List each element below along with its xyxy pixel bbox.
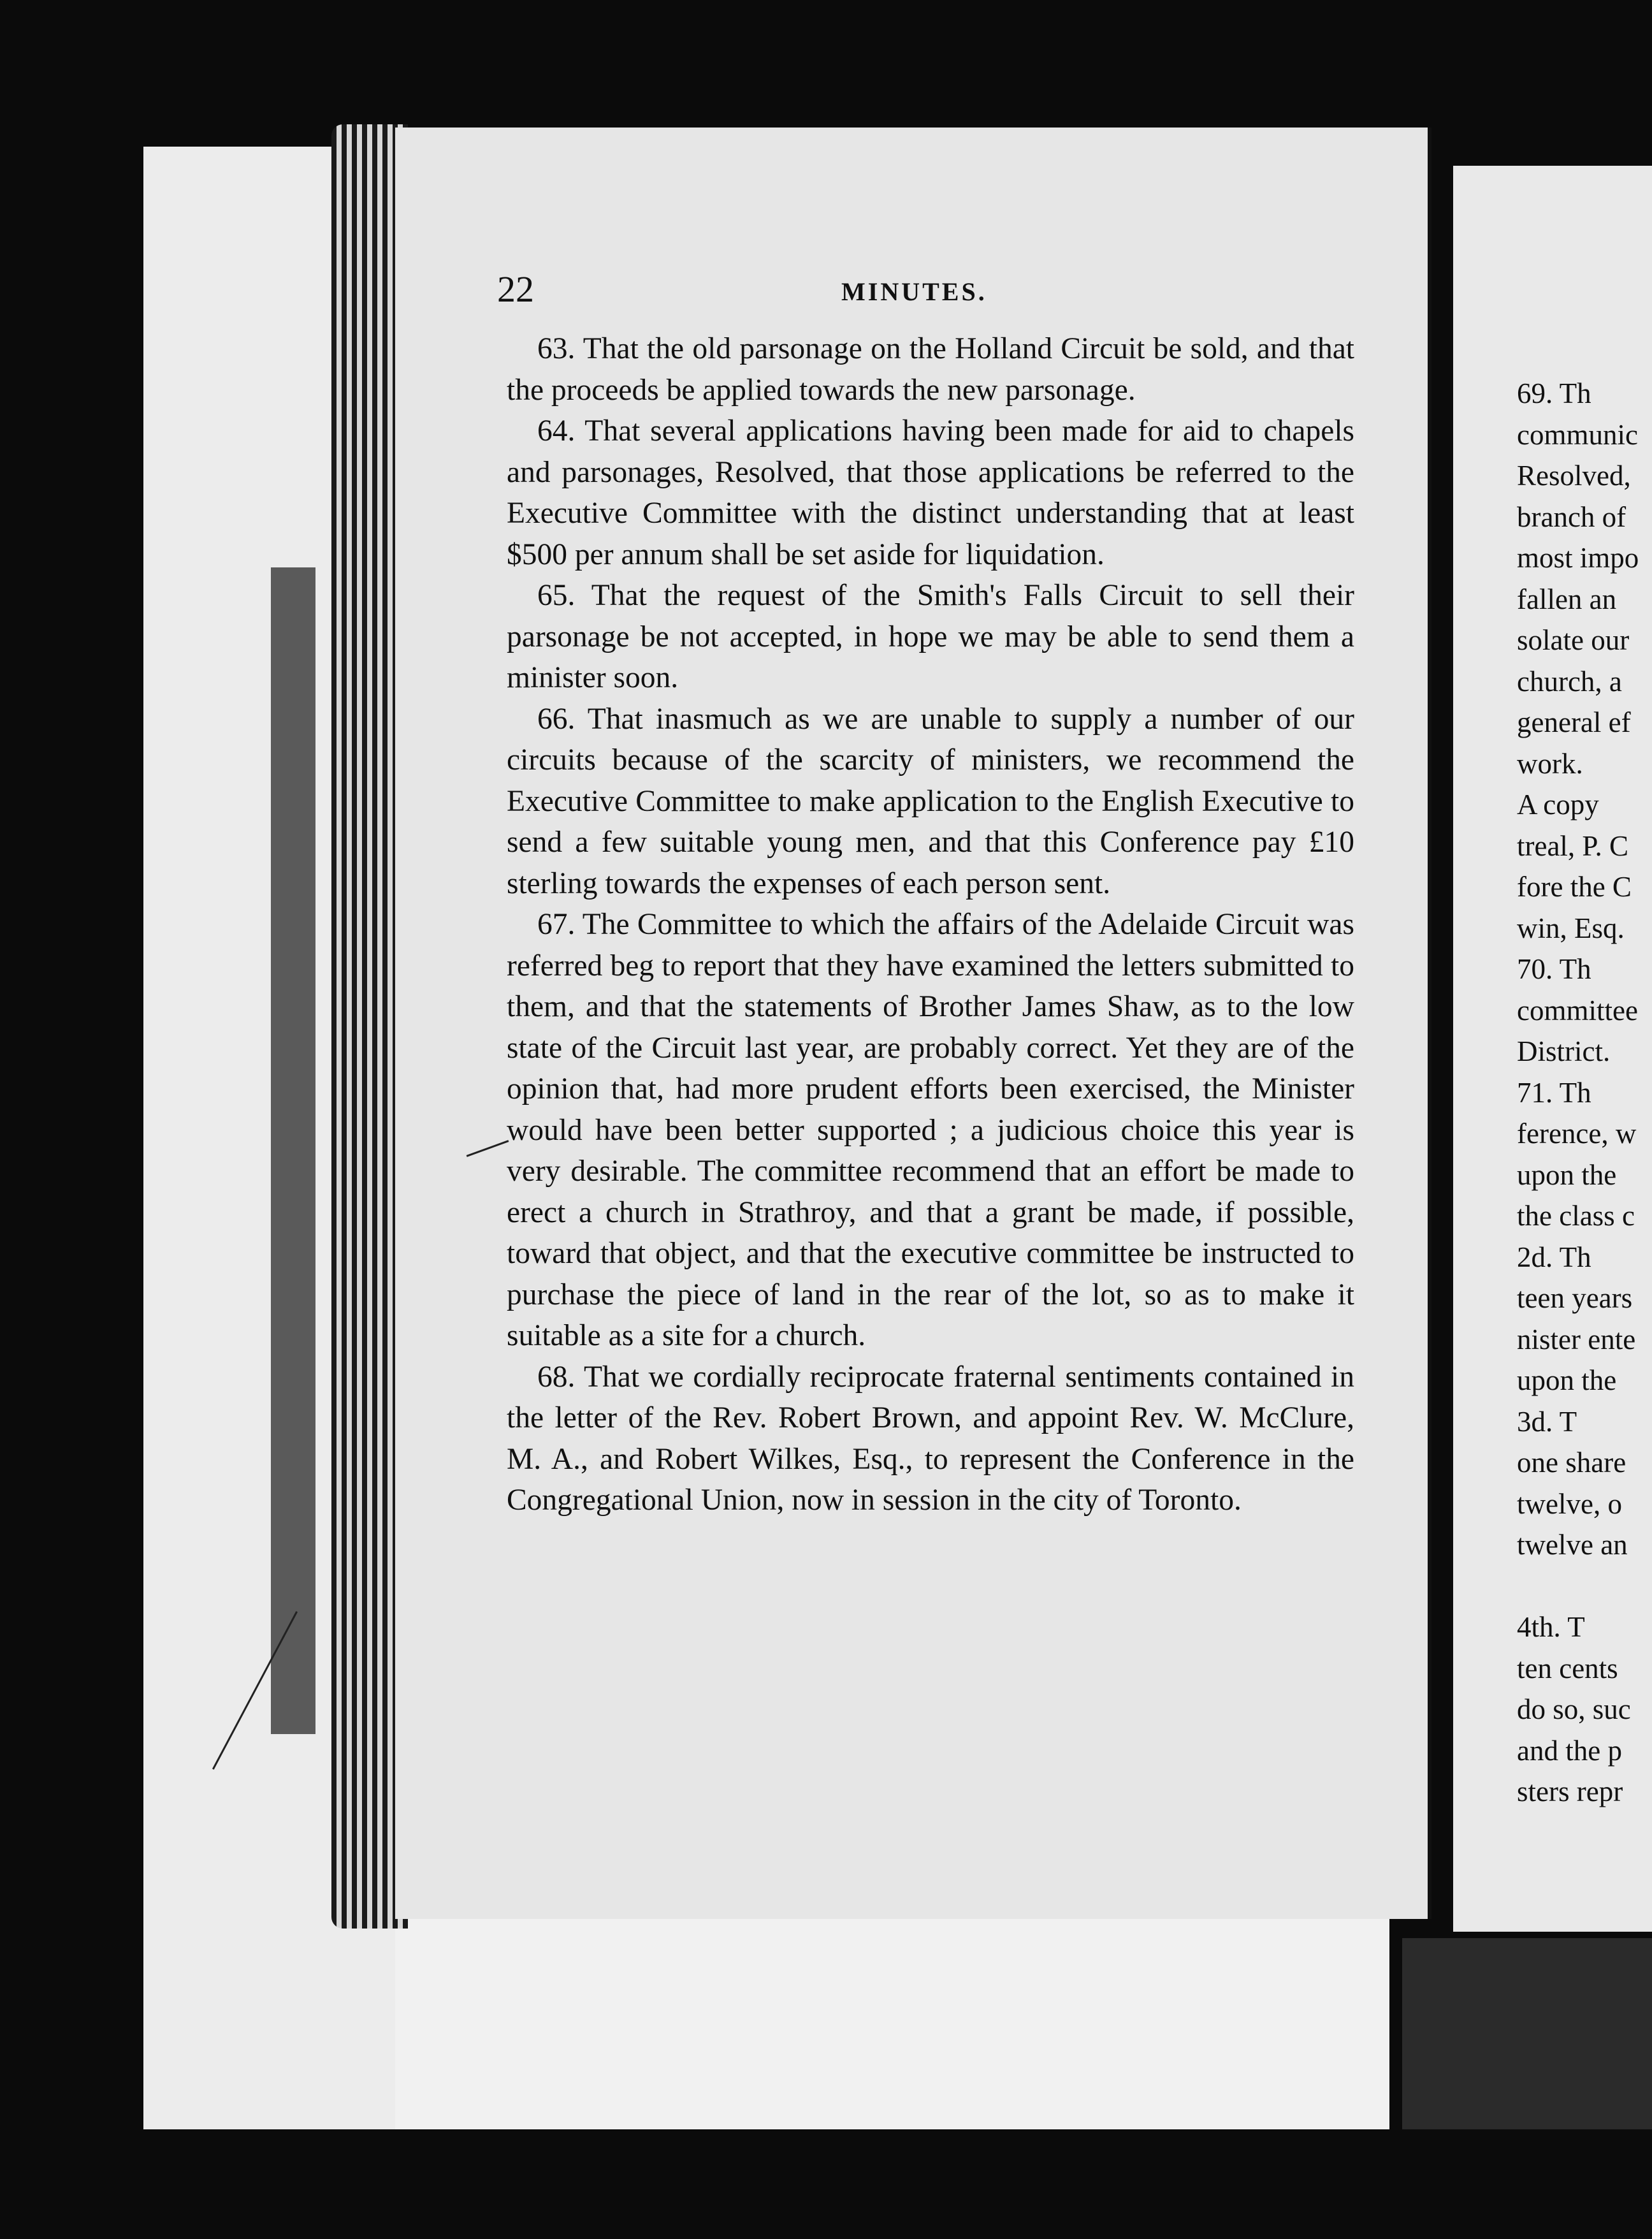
paragraph-63: 63. That the old parsonage on the Holland Circuit be sold, and that the proceeds be applied towards the new parsonage.	[507, 332, 1354, 407]
facing-line: treal, P. C	[1517, 829, 1628, 862]
facing-line: 4th. T	[1517, 1611, 1585, 1643]
facing-line: do so, suc	[1517, 1693, 1631, 1725]
page-header	[497, 268, 1358, 319]
facing-line: 70. Th	[1517, 953, 1591, 985]
facing-line: ten cents	[1517, 1652, 1618, 1684]
facing-line: ference, w	[1517, 1118, 1637, 1149]
facing-line: church, a	[1517, 665, 1622, 697]
paragraph-64: 64. That several applications having been made for aid to chapels and parsonages, Resolved, that those applications be referred to the Executive Committee with the distinct understanding that at least $500 per annum shall be set aside for liquidation.	[507, 414, 1354, 571]
facing-line	[1517, 1566, 1652, 1607]
facing-line: work.	[1517, 747, 1583, 780]
grey-tab-strip	[271, 567, 315, 1734]
facing-line: general ef	[1517, 706, 1631, 738]
facing-line: fallen an	[1517, 583, 1617, 615]
facing-line: Resolved,	[1517, 460, 1631, 492]
facing-line: the class c	[1517, 1200, 1635, 1232]
facing-line: 3d. T	[1517, 1405, 1577, 1438]
facing-line: 2d. Th	[1517, 1241, 1591, 1273]
facing-line: committee	[1517, 994, 1638, 1026]
running-head: MINUTES.	[841, 277, 987, 306]
facing-line: fore the C	[1517, 871, 1632, 903]
facing-line: and the p	[1517, 1734, 1622, 1767]
facing-line: upon the	[1517, 1158, 1617, 1191]
facing-line: branch of	[1517, 500, 1627, 533]
facing-line: A copy	[1517, 789, 1599, 820]
paragraph-68: 68. That we cordially reciprocate fraternal sentiments contained in the letter of the Rev. Robert Brown, and appoint Rev. W. McClure, M. A., and Robert Wilkes, Esq., to represent the Conference in the Congregational Union, now in session in the city of Toronto.	[507, 1360, 1354, 1517]
facing-page-text	[1517, 373, 1652, 1812]
facing-line: 69. Th	[1517, 377, 1591, 409]
facing-line: upon the	[1517, 1364, 1617, 1396]
facing-line: solate our	[1517, 624, 1630, 656]
facing-line: twelve, o	[1517, 1487, 1622, 1520]
paragraph-66: 66. That inasmuch as we are unable to supply a number of our circuits because of the scarcity of ministers, we recommend the Executive Committee to make application to the English Executive to send a few suitable young men, and that this Conference pay £10 sterling towards the expenses of each person sent.	[507, 702, 1354, 900]
paragraph-65: 65. That the request of the Smith's Falls Circuit to sell their parsonage be not accepted, in hope we may be able to send them a minister soon.	[507, 579, 1354, 694]
paragraph-67: 67. The Committee to which the affairs of the Adelaide Circuit was referred beg to report that they have examined the letters submitted to them, and that the statements of Brother James Shaw, as to the low state of the Circuit last year, are probably correct. Yet they are of the opinion that, had more prudent efforts been exercised, the Minister would have been better supported ; a judicious choice this year is very desirable. The committee recommend that an effort be made to erect a church in Strathroy, and that a grant be made, if possible, toward that object, and that the executive committee be instructed to purchase the piece of land in the rear of the lot, so as to make it suitable as a site for a church.	[507, 908, 1354, 1352]
facing-line: nister ente	[1517, 1323, 1636, 1355]
facing-line: win, Esq.	[1517, 912, 1625, 944]
facing-line: most impo	[1517, 542, 1639, 574]
facing-line: District.	[1517, 1035, 1611, 1067]
bottom-board	[395, 1919, 1389, 2129]
page-body	[507, 328, 1354, 1521]
bottom-shadow	[1402, 1938, 1652, 2129]
facing-line: 71. Th	[1517, 1076, 1591, 1109]
facing-line: teen years	[1517, 1282, 1633, 1314]
facing-line: sters repr	[1517, 1776, 1623, 1807]
facing-line: communic	[1517, 418, 1638, 451]
page-number: 22	[497, 268, 534, 310]
facing-line: one share	[1517, 1447, 1627, 1478]
facing-line: twelve an	[1517, 1529, 1628, 1561]
